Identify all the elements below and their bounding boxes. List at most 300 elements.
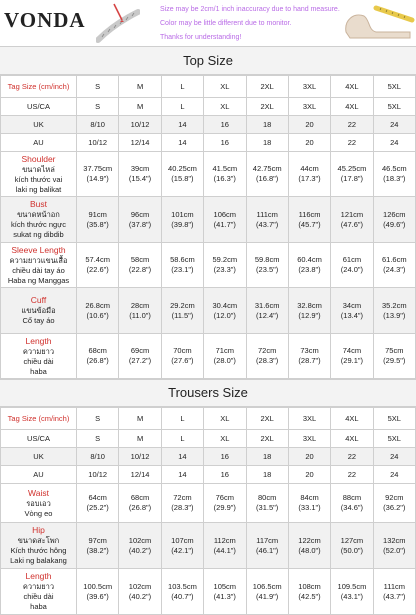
measure-cell [331, 484, 373, 523]
value-inch: (40.2") [128, 545, 152, 555]
value-cm: 100.5cm [83, 581, 113, 591]
measure-cell [373, 484, 415, 523]
table-cell: XL [204, 98, 246, 116]
value-inch: (27.2") [128, 356, 152, 365]
size-cell: 4XL [331, 408, 373, 430]
value-inch: (12.4") [256, 310, 279, 320]
measure-cell [119, 334, 161, 379]
trousers-size-title: Trousers Size [0, 379, 416, 407]
value-inch: (28.3") [256, 356, 279, 365]
value-inch: (36.2") [383, 503, 406, 512]
table-cell: 24 [373, 134, 415, 152]
value-cm: 72cm [173, 493, 192, 502]
measure-cell [77, 152, 119, 197]
value-cm: 61cm [342, 255, 362, 264]
size-cell: S [77, 76, 119, 98]
value-cm: 106.5cm [252, 581, 282, 591]
value-inch: (31.5") [256, 503, 279, 512]
value-inch: (15.4") [128, 174, 152, 183]
value-cm: 72cm [258, 346, 277, 355]
measure-cell [288, 523, 330, 569]
note-line: Size may be 2cm/1 inch inaccuracy due to hand measure. [160, 6, 340, 13]
value-inch: (39.8") [171, 219, 194, 229]
row-label [1, 243, 77, 288]
value-inch: (23.5") [256, 265, 279, 274]
measure-cell [246, 523, 288, 569]
table-cell: S [77, 430, 119, 448]
table-cell: 20 [288, 466, 330, 484]
value-cm: 88cm [342, 493, 362, 502]
brand-logo: VONDA [4, 8, 86, 32]
value-inch: (52.0") [383, 545, 406, 555]
table-cell: 3XL [288, 98, 330, 116]
table-cell: 3XL [288, 430, 330, 448]
table-row [1, 408, 416, 430]
value-inch: (17.8") [340, 174, 364, 183]
row-label [1, 152, 77, 197]
value-inch: (39.6") [86, 591, 109, 601]
measure-translation: haba [30, 366, 47, 376]
value-inch: (23.1") [171, 265, 194, 274]
measure-cell [373, 523, 415, 569]
value-cm: 74cm [342, 346, 362, 355]
value-cm: 57.4cm [85, 255, 110, 264]
measure-cell [119, 569, 161, 615]
measure-cell [373, 288, 415, 334]
measure-cell [288, 569, 330, 615]
value-inch: (11.5") [171, 310, 194, 320]
value-inch: (47.6") [340, 219, 364, 229]
table-cell: 14 [161, 116, 203, 134]
value-cm: 102cm [128, 581, 152, 591]
table-row [1, 243, 416, 288]
measure-translation: Cổ tay áo [22, 316, 55, 325]
measure-cell [204, 197, 246, 243]
size-cell: S [77, 408, 119, 430]
value-inch: (41.9") [256, 591, 279, 601]
measure-translation: ความยาว [22, 582, 55, 591]
value-inch: (16.3") [213, 174, 236, 183]
value-cm: 112cm [213, 535, 236, 545]
measure-name: Sleeve Length [11, 244, 66, 255]
measure-cell [161, 288, 203, 334]
value-cm: 61.6cm [382, 255, 407, 264]
row-label: US/CA [1, 98, 77, 116]
value-cm: 132cm [383, 535, 406, 545]
value-inch: (25.2") [86, 503, 109, 512]
measure-cell [119, 197, 161, 243]
table-cell: XL [204, 430, 246, 448]
value-cm: 26.8cm [85, 300, 110, 310]
table-row [1, 484, 416, 523]
value-cm: 80cm [258, 493, 277, 502]
value-cm: 101cm [171, 209, 194, 219]
measure-cell [77, 484, 119, 523]
value-inch: (26.8") [128, 503, 152, 512]
value-cm: 111cm [256, 209, 278, 219]
size-cell: L [161, 408, 203, 430]
value-cm: 39cm [130, 164, 150, 173]
value-cm: 58.6cm [170, 255, 195, 264]
value-cm: 84cm [300, 493, 319, 502]
table-cell: 20 [288, 448, 330, 466]
measure-translation: ขนาดสะโพก [17, 536, 60, 545]
measure-translation: sukat ng dibdib [13, 230, 64, 239]
measure-translation: แขนข้อมือ [21, 306, 56, 315]
value-cm: 58cm [130, 255, 150, 264]
row-label [1, 334, 77, 379]
value-inch: (45.7") [298, 219, 321, 229]
size-cell: 5XL [373, 76, 415, 98]
measure-cell [331, 243, 373, 288]
row-label [1, 288, 77, 334]
note-line: Thanks for understanding! [160, 34, 242, 41]
measure-cell [204, 334, 246, 379]
value-cm: 108cm [298, 581, 321, 591]
measure-cell [77, 197, 119, 243]
value-inch: (29.5") [383, 356, 406, 365]
table-cell: L [161, 98, 203, 116]
measurement-notes [160, 3, 340, 45]
measure-cell [119, 152, 161, 197]
size-cell: M [119, 76, 161, 98]
table-cell: 12/14 [119, 134, 161, 152]
measure-cell [288, 197, 330, 243]
value-inch: (43.1") [340, 591, 364, 601]
value-cm: 73cm [300, 346, 319, 355]
measure-cell [246, 334, 288, 379]
value-inch: (46.1") [256, 545, 279, 555]
table-cell: 16 [204, 466, 246, 484]
value-inch: (37.8") [128, 219, 152, 229]
measure-cell [331, 288, 373, 334]
measure-cell [331, 569, 373, 615]
measure-cell [161, 152, 203, 197]
table-cell: 10/12 [119, 116, 161, 134]
note-line: Color may be little different due to monitor. [160, 20, 292, 27]
value-cm: 64cm [88, 493, 107, 502]
value-cm: 127cm [340, 535, 364, 545]
row-label: UK [1, 116, 77, 134]
table-cell: 16 [204, 134, 246, 152]
value-cm: 41.5cm [212, 164, 238, 173]
value-cm: 103.5cm [168, 581, 197, 591]
value-inch: (13.4") [340, 310, 364, 320]
size-cell: 2XL [246, 76, 288, 98]
value-cm: 96cm [130, 209, 150, 219]
measure-cell [77, 569, 119, 615]
value-inch: (43.7") [383, 591, 406, 601]
value-inch: (24.3") [383, 265, 406, 274]
value-inch: (26.8") [86, 356, 109, 365]
value-cm: 30.4cm [212, 300, 238, 310]
value-cm: 37.75cm [83, 164, 113, 173]
value-cm: 102cm [128, 535, 152, 545]
value-cm: 117cm [256, 535, 279, 545]
value-cm: 31.6cm [254, 300, 280, 310]
table-row [1, 334, 416, 379]
measure-cell [288, 243, 330, 288]
value-inch: (33.1") [298, 503, 321, 512]
value-inch: (29.1") [340, 356, 364, 365]
table-cell: 22 [331, 134, 373, 152]
measure-cell [119, 484, 161, 523]
measure-cell [373, 334, 415, 379]
value-cm: 106cm [213, 209, 237, 219]
value-cm: 76cm [215, 493, 234, 502]
value-cm: 92cm [385, 493, 404, 502]
table-cell: 24 [373, 116, 415, 134]
size-cell: M [119, 408, 161, 430]
table-cell: M [119, 430, 161, 448]
measure-cell [161, 334, 203, 379]
value-cm: 91cm [88, 209, 107, 219]
measure-translation: chiều dài [23, 592, 54, 601]
value-inch: (16.8") [256, 174, 279, 183]
measure-cell [288, 484, 330, 523]
table-cell: 24 [373, 466, 415, 484]
row-label: Tag Size (cm/inch) [1, 408, 77, 430]
measure-translation: Vòng eo [24, 508, 53, 518]
value-inch: (11.0") [129, 310, 151, 320]
measure-cell [331, 152, 373, 197]
value-inch: (35.8") [86, 219, 109, 229]
measure-cell [288, 334, 330, 379]
measure-cell [373, 569, 415, 615]
table-cell: L [161, 430, 203, 448]
value-inch: (22.6") [86, 265, 109, 274]
value-cm: 28cm [130, 300, 150, 310]
table-cell: 22 [331, 466, 373, 484]
measure-cell [246, 484, 288, 523]
table-cell: 18 [246, 134, 288, 152]
measure-cell [204, 484, 246, 523]
table-cell: 5XL [373, 430, 415, 448]
value-cm: 32.8cm [297, 300, 322, 310]
table-cell: 5XL [373, 98, 415, 116]
measure-cell [77, 243, 119, 288]
value-cm: 42.75cm [252, 164, 282, 173]
size-cell: XL [204, 76, 246, 98]
value-cm: 97cm [88, 535, 107, 545]
value-inch: (23.3") [213, 265, 236, 274]
value-inch: (41.3") [213, 591, 236, 601]
measure-cell [161, 484, 203, 523]
value-cm: 70cm [173, 346, 192, 355]
value-inch: (23.8") [298, 265, 321, 274]
value-cm: 107cm [171, 535, 194, 545]
value-inch: (29.9") [213, 503, 236, 512]
value-inch: (12.0") [213, 310, 236, 320]
table-cell: 2XL [246, 430, 288, 448]
value-cm: 109.5cm [337, 581, 367, 591]
measure-name: Length [25, 335, 52, 346]
value-cm: 60.4cm [297, 255, 322, 264]
measure-translation: Laki ng balakang [10, 556, 67, 565]
measure-cell [119, 243, 161, 288]
value-cm: 59.2cm [212, 255, 238, 264]
value-cm: 34cm [342, 300, 362, 310]
size-cell: L [161, 76, 203, 98]
value-cm: 71cm [215, 346, 234, 355]
top-size-table [0, 75, 416, 379]
row-label [1, 484, 77, 523]
table-cell: 8/10 [77, 448, 119, 466]
value-inch: (48.0") [298, 545, 321, 555]
measure-cell [77, 288, 119, 334]
value-cm: 44cm [300, 164, 319, 173]
table-row [1, 76, 416, 98]
measure-translation: kích thước vai [14, 174, 63, 184]
table-cell: 16 [204, 116, 246, 134]
measure-cell [373, 243, 415, 288]
value-inch: (38.2") [86, 545, 109, 555]
measure-translation: kích thước ngực [11, 220, 66, 229]
measure-translation: รอบเอว [26, 498, 51, 508]
table-row [1, 116, 416, 134]
value-cm: 46.5cm [382, 164, 407, 173]
value-cm: 40.25cm [168, 164, 197, 173]
table-cell: 12/14 [119, 466, 161, 484]
measure-cell [77, 523, 119, 569]
value-cm: 45.25cm [337, 164, 367, 173]
value-inch: (41.7") [213, 219, 236, 229]
size-cell: 5XL [373, 408, 415, 430]
size-cell: 4XL [331, 76, 373, 98]
value-inch: (28.0") [213, 356, 236, 365]
measure-cell [204, 569, 246, 615]
measure-cell [331, 523, 373, 569]
measure-translation: chiều dài [23, 356, 54, 366]
size-cell: 3XL [288, 408, 330, 430]
measure-translation: Haba ng Manggas [7, 275, 70, 285]
row-label [1, 197, 77, 243]
measure-translation: ความยาวแขนเสื้อ [9, 255, 68, 265]
measuring-tape-icon [96, 0, 140, 46]
measure-cell [119, 523, 161, 569]
measure-cell [246, 288, 288, 334]
value-inch: (43.7") [256, 219, 279, 229]
measure-cell [119, 288, 161, 334]
table-cell: 14 [161, 134, 203, 152]
measure-cell [288, 288, 330, 334]
measure-cell [331, 197, 373, 243]
value-inch: (44.1") [213, 545, 236, 555]
measure-cell [331, 334, 373, 379]
measure-translation: ขนาดหน้าอก [17, 210, 60, 219]
table-cell: 22 [331, 448, 373, 466]
value-inch: (10.6") [86, 310, 109, 320]
value-inch: (12.9") [298, 310, 321, 320]
table-row [1, 430, 416, 448]
value-cm: 122cm [298, 535, 321, 545]
value-inch: (28.7") [298, 356, 321, 365]
value-inch: (42.1") [171, 545, 194, 555]
table-cell: 22 [331, 116, 373, 134]
trousers-size-table [0, 407, 416, 615]
row-label: US/CA [1, 430, 77, 448]
measure-cell [246, 197, 288, 243]
measure-cell [161, 197, 203, 243]
table-cell: 8/10 [77, 116, 119, 134]
measure-translation: chiều dài tay áo [12, 265, 65, 275]
table-cell: 24 [373, 448, 415, 466]
measure-translation: ความยาว [22, 346, 55, 356]
value-inch: (18.3") [383, 174, 406, 183]
value-cm: 126cm [383, 209, 406, 219]
measure-translation: Kích thước hông [10, 546, 67, 555]
table-cell: 2XL [246, 98, 288, 116]
value-inch: (40.7") [171, 591, 194, 601]
value-inch: (34.6") [340, 503, 364, 512]
value-cm: 75cm [385, 346, 404, 355]
table-cell: 4XL [331, 98, 373, 116]
measure-cell [246, 152, 288, 197]
value-cm: 69cm [130, 346, 150, 355]
measure-cell [246, 243, 288, 288]
size-cell: 3XL [288, 76, 330, 98]
value-inch: (24.0") [340, 265, 364, 274]
table-cell: 16 [204, 448, 246, 466]
header-banner [0, 0, 416, 46]
table-row [1, 466, 416, 484]
value-cm: 35.2cm [382, 300, 407, 310]
measure-name: Shoulder [21, 153, 56, 164]
value-inch: (50.0") [340, 545, 364, 555]
measure-name: Waist [28, 487, 49, 498]
measure-cell [288, 152, 330, 197]
table-row [1, 152, 416, 197]
value-inch: (40.2") [128, 591, 152, 601]
value-inch: (13.9") [383, 310, 406, 320]
size-cell: 2XL [246, 408, 288, 430]
row-label: UK [1, 448, 77, 466]
value-cm: 29.2cm [170, 300, 195, 310]
table-cell: 10/12 [77, 134, 119, 152]
table-row [1, 523, 416, 569]
value-inch: (49.6") [383, 219, 406, 229]
value-cm: 68cm [88, 346, 107, 355]
value-inch: (28.3") [171, 503, 194, 512]
row-label: AU [1, 466, 77, 484]
value-inch: (15.8") [171, 174, 194, 183]
measure-cell [373, 197, 415, 243]
table-cell: 20 [288, 134, 330, 152]
table-cell: 18 [246, 466, 288, 484]
table-row [1, 197, 416, 243]
table-cell: 14 [161, 466, 203, 484]
table-cell: 10/12 [77, 466, 119, 484]
table-row [1, 569, 416, 615]
table-row [1, 288, 416, 334]
measure-translation: laki ng balikat [15, 184, 62, 194]
measure-cell [77, 334, 119, 379]
table-cell: 20 [288, 116, 330, 134]
measure-cell [161, 569, 203, 615]
measure-cell [204, 523, 246, 569]
value-cm: 59.8cm [254, 255, 280, 264]
value-cm: 111cm [383, 581, 406, 591]
measure-name: Bust [29, 199, 47, 209]
measure-name: Length [25, 571, 52, 581]
table-cell: 18 [246, 116, 288, 134]
measure-translation: ขนาดไหล่ [22, 164, 55, 174]
value-cm: 105cm [213, 581, 237, 591]
table-row [1, 98, 416, 116]
table-cell: S [77, 98, 119, 116]
value-inch: (27.6") [171, 356, 194, 365]
measure-cell [161, 243, 203, 288]
